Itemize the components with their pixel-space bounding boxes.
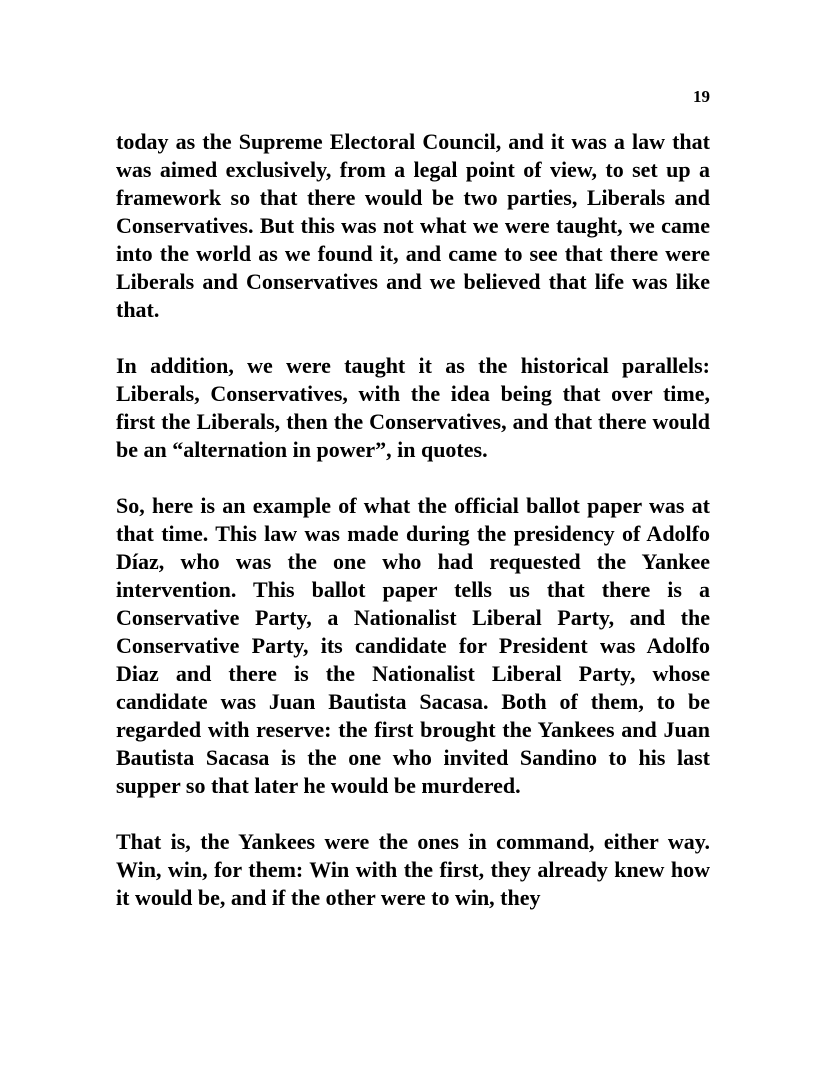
paragraph-1: today as the Supreme Electoral Council, and it was a law that was aimed exclusively, from a legal point of view, to set up a framework so that there would be two parties, Liberals and Conservatives. But this was not what we were taught, we came into the world as we found it, and came to see that there were Liberals and Conservatives and we believed that life was like that. (116, 129, 710, 322)
body-text (116, 128, 710, 940)
paragraph-4: That is, the Yankees were the ones in command, either way. Win, win, for them: Win with the first, they already knew how it would be, and if the other were to win, they (116, 829, 710, 910)
paragraph-3: So, here is an example of what the official ballot paper was at that time. This law was made during the presidency of Adolfo Díaz, who was the one who had requested the Yankee intervention. This ballot paper tells us that there is a Conservative Party, a Nationalist Liberal Party, and the Conservative Party, its candidate for President was Adolfo Diaz and there is the Nationalist Liberal Party, whose candidate was Juan Bautista Sacasa. Both of them, to be regarded with reserve: the first brought the Yankees and Juan Bautista Sacasa is the one who invited Sandino to his last supper so that later he would be murdered. (116, 493, 710, 798)
page-number: 19 (693, 87, 710, 106)
paragraph-2: In addition, we were taught it as the historical parallels: Liberals, Conservatives, with the idea being that over time, first the Liberals, then the Conservatives, and that there would be an “alternation in power”, in quotes. (116, 353, 710, 462)
